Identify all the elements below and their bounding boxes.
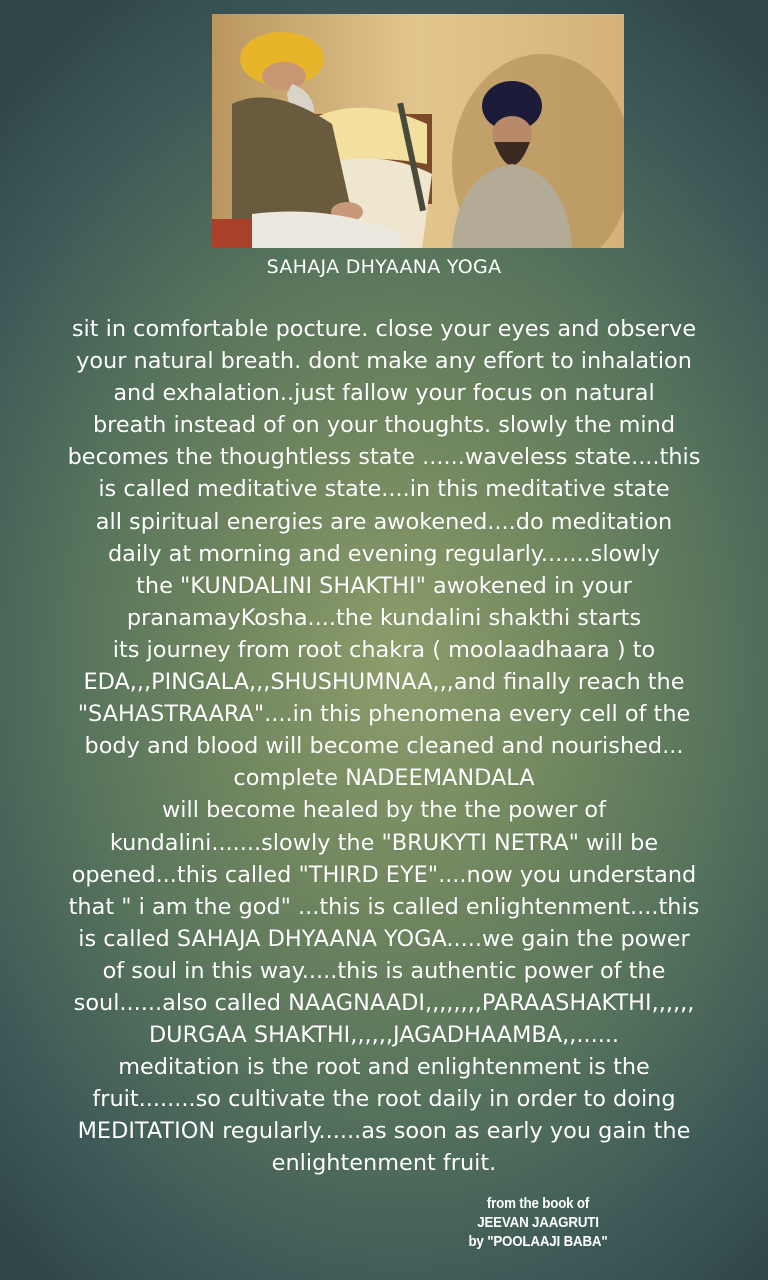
book-title: JEEVAN JAAGRUTI: [477, 1215, 599, 1231]
photo-illustration: [212, 14, 624, 248]
text-line: MEDITATION regularly......as soon as early you gain the: [77, 1118, 691, 1145]
text-line: is called SAHAJA DHYAANA YOGA.....we gain the power: [78, 925, 690, 952]
text-line: enlightenment fruit.: [271, 1150, 497, 1177]
header-photo: [212, 14, 624, 248]
text-line: soul......also called NAAGNAADI,,,,,,,,PARAASHAKTHI,,,,,,: [73, 989, 695, 1016]
text-line: body and blood will become cleaned and nourished...: [84, 733, 684, 760]
text-line: sit in comfortable pocture. close your eyes and observe: [71, 316, 697, 342]
text-line: will become healed by the the power of: [161, 797, 607, 824]
text-line: "SAHASTRAARA"....in this phenomena every cell of the: [77, 701, 691, 728]
text-line: opened...this called "THIRD EYE"....now you understand: [71, 861, 697, 888]
text-line: DURGAA SHAKTHI,,,,,,JAGADHAAMBA,,......: [148, 1022, 620, 1049]
book-credit: [446, 1195, 630, 1252]
text-line: fruit........so cultivate the root daily in order to doing: [92, 1086, 676, 1113]
text-line: complete NADEEMANDALA: [233, 765, 535, 792]
text-line: the "KUNDALINI SHAKTHI" awokened in your: [136, 572, 632, 599]
text-line: daily at morning and evening regularly.......slowly: [107, 540, 661, 567]
author: by "POOLAAJI BABA": [468, 1234, 608, 1250]
text-line: its journey from root chakra ( moolaadhaara ) to: [112, 636, 656, 663]
text-line: is called meditative state....in this meditative state: [98, 476, 670, 503]
text-line: becomes the thoughtless state ......waveless state....this: [67, 444, 701, 471]
text-line: pranamayKosha....the kundalini shakthi starts: [126, 604, 642, 631]
text-line: that " i am the god" ...this is called enlightenment....this: [68, 893, 700, 920]
text-line: breath instead of on your thoughts. slowly the mind: [92, 412, 676, 439]
meditation-text: [12, 313, 756, 1180]
text-line: all spiritual energies are awokened....do meditation: [95, 508, 673, 535]
page-title: SAHAJA DHYAANA YOGA: [266, 256, 502, 278]
text-line: kundalini.......slowly the "BRUKYTI NETRA" will be: [109, 829, 659, 856]
text-line: EDA,,,PINGALA,,,SHUSHUMNAA,,,and finally reach the: [83, 669, 685, 696]
text-line: and exhalation..just fallow your focus on natural: [113, 380, 655, 407]
text-line: your natural breath. dont make any effort to inhalation: [76, 348, 692, 375]
credit-line: from the book of: [486, 1196, 590, 1212]
text-line: meditation is the root and enlightenment is the: [118, 1054, 650, 1081]
text-line: of soul in this way.....this is authentic power of the: [102, 957, 666, 984]
